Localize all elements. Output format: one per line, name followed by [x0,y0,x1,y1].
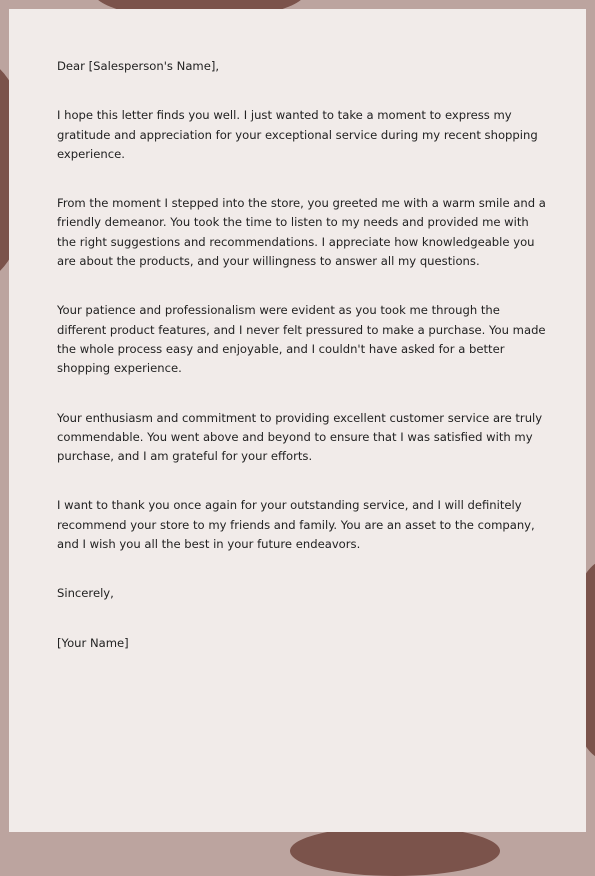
decorative-shape-bottom [290,826,500,876]
letter-paragraph-2: From the moment I stepped into the store, you greeted me with a warm smile and a friendly demeanor. You took the time to listen to my needs and provided me with the right suggestions and recommendations. I appreciate how knowledgeable you are about the products, and your willingness to answer all my questions. [57,196,546,269]
letter-paper [9,9,586,832]
letter-paragraph-5: I want to thank you once again for your outstanding service, and I will definitely recommend your store to my friends and family. You are an asset to the company, and I wish you all the best in your future endeavors. [57,498,535,552]
letter-signature: [Your Name] [57,635,129,650]
letter-closing: Sincerely, [57,586,114,601]
letter-paragraph-3: Your patience and professionalism were evident as you took me through the different product features, and I never felt pressured to make a purchase. You made the whole process easy and enjoyable, and I couldn't have asked for a better shopping experience. [57,303,546,376]
letter-paragraph-1: I hope this letter finds you well. I just wanted to take a moment to express my gratitude and appreciation for your exceptional service during my recent shopping experience. [57,108,538,161]
letter-body [57,57,547,653]
letter-greeting: Dear [Salesperson's Name], [57,59,220,73]
letter-paragraph-4: Your enthusiasm and commitment to providing excellent customer service are truly commendable. You went above and beyond to ensure that I was satisfied with my purchase, and I am grateful for your efforts. [57,410,543,464]
